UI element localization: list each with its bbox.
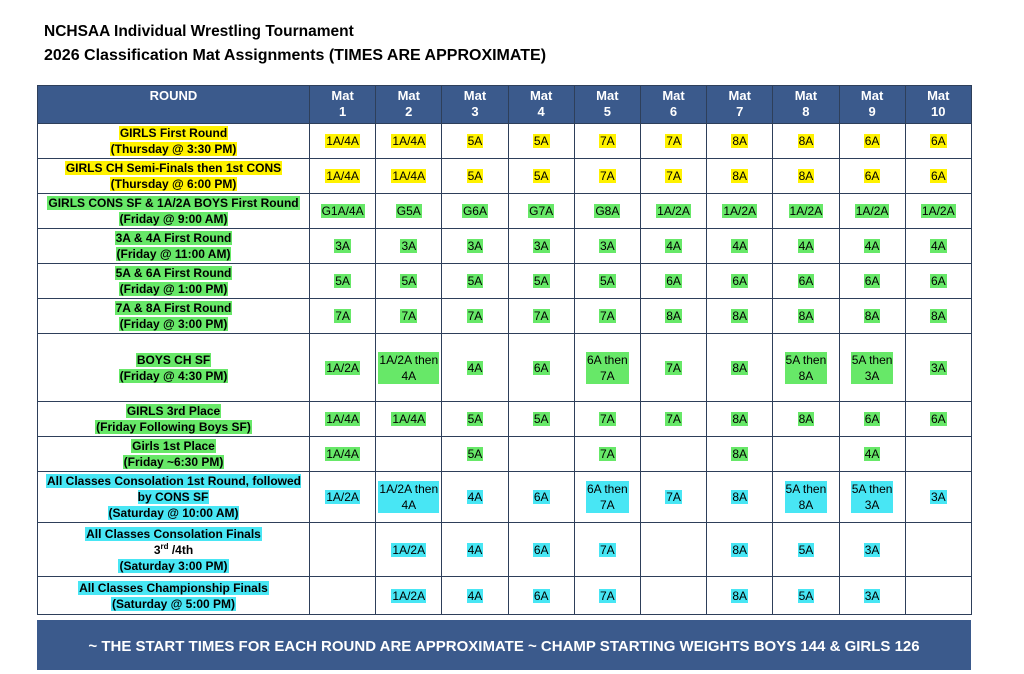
mat-cell xyxy=(376,577,442,615)
mat-cell xyxy=(508,264,574,299)
classification-label: 1A/4A xyxy=(326,412,359,426)
round-time: (Saturday 3:00 PM) xyxy=(119,558,228,573)
mat-cell xyxy=(310,159,376,194)
round-time: (Thursday @ 6:00 PM) xyxy=(110,177,237,191)
classification-label: G7A xyxy=(529,204,554,218)
mat-header: Mat 7 xyxy=(707,86,773,124)
table-row xyxy=(38,299,972,334)
classification-label: 1A/2A xyxy=(326,490,359,504)
classification-label: 6A xyxy=(732,274,748,288)
classification-label: 6A xyxy=(798,274,814,288)
tournament-title: NCHSAA Individual Wrestling Tournament xyxy=(44,23,354,40)
classification-label: 8A xyxy=(666,309,681,323)
classification-label: G1A/4A xyxy=(321,204,364,218)
mat-cell xyxy=(707,299,773,334)
round-name: GIRLS CH Semi-Finals then 1st CONS xyxy=(65,161,282,175)
round-name: All Classes Consolation Finals xyxy=(86,526,261,541)
mat-cell xyxy=(773,194,839,229)
classification-label: 4A xyxy=(666,239,681,253)
round-time: (Friday ~6:30 PM) xyxy=(123,455,224,469)
mat-cell xyxy=(905,124,971,159)
mat-cell xyxy=(707,124,773,159)
mat-cell xyxy=(640,124,706,159)
mat-cell xyxy=(640,159,706,194)
classification-label: 5A xyxy=(600,274,615,288)
classification-label: 1A/4A xyxy=(392,412,426,426)
classification-label: 4A xyxy=(864,239,880,253)
mat-cell xyxy=(376,299,442,334)
mat-cell xyxy=(905,437,971,472)
mat-cell xyxy=(376,437,442,472)
classification-label: 8A xyxy=(798,134,814,148)
classification-label: 6A xyxy=(666,274,681,288)
classification-label: 4A xyxy=(732,239,748,253)
round-column-header: ROUND xyxy=(38,86,310,124)
round-time: (Friday @ 3:00 PM) xyxy=(119,317,228,331)
round-cell xyxy=(38,523,310,577)
classification-label: 5A xyxy=(533,134,549,148)
classification-label: 6A xyxy=(930,412,946,426)
mat-cell xyxy=(707,523,773,577)
round-time: (Friday @ 9:00 AM) xyxy=(119,212,228,226)
classification-label: 7A xyxy=(666,360,681,375)
classification-label: 5A xyxy=(467,134,483,148)
classification-label: 5A xyxy=(467,274,483,288)
mat-header: Mat 8 xyxy=(773,86,839,124)
classification-label: 7A xyxy=(335,309,350,323)
round-cell xyxy=(38,124,310,159)
classification-label: 6A xyxy=(864,412,880,426)
mat-cell xyxy=(376,194,442,229)
mat-cell xyxy=(640,577,706,615)
round-name: All Classes Championship Finals xyxy=(79,580,268,595)
mat-cell xyxy=(640,264,706,299)
mat-cell xyxy=(310,124,376,159)
mat-cell xyxy=(707,402,773,437)
classification-label: 4A xyxy=(930,239,946,253)
table-row xyxy=(38,229,972,264)
mat-cell xyxy=(310,472,376,523)
classification-label: 5A then 8A xyxy=(785,352,827,383)
mat-cell xyxy=(310,402,376,437)
classification-label: 7A xyxy=(600,412,615,426)
mat-cell xyxy=(310,264,376,299)
mat-cell xyxy=(508,194,574,229)
classification-label: 3A xyxy=(930,360,946,375)
classification-label: 1A/4A xyxy=(392,169,426,183)
classification-label: 5A xyxy=(467,412,483,426)
mat-cell xyxy=(640,334,706,402)
classification-label: 7A xyxy=(666,412,681,426)
mat-cell xyxy=(442,264,508,299)
mat-header: Mat 5 xyxy=(574,86,640,124)
classification-label: 6A xyxy=(533,588,549,603)
mat-cell xyxy=(310,437,376,472)
classification-label: G5A xyxy=(396,204,421,218)
table-row xyxy=(38,577,972,615)
mat-cell xyxy=(905,159,971,194)
table-row xyxy=(38,194,972,229)
classification-label: 8A xyxy=(732,134,748,148)
table-row xyxy=(38,437,972,472)
mat-cell xyxy=(574,402,640,437)
mat-cell xyxy=(574,334,640,402)
mat-cell xyxy=(905,523,971,577)
mat-cell xyxy=(442,402,508,437)
classification-label: 1A/4A xyxy=(392,134,426,148)
mat-cell xyxy=(442,472,508,523)
classification-label: 6A xyxy=(930,134,946,148)
classification-label: 5A then 3A xyxy=(851,352,893,383)
mat-cell xyxy=(508,472,574,523)
classification-label: 1A/2A then 4A xyxy=(379,482,439,512)
mat-cell xyxy=(905,264,971,299)
mat-cell xyxy=(376,264,442,299)
classification-label: 4A xyxy=(467,542,483,557)
mat-cell xyxy=(442,523,508,577)
mat-cell xyxy=(640,194,706,229)
mat-cell xyxy=(442,124,508,159)
mat-cell xyxy=(574,159,640,194)
classification-label: 1A/2A xyxy=(921,204,955,218)
mat-cell xyxy=(508,229,574,264)
round-time: (Friday @ 11:00 AM) xyxy=(116,247,231,261)
mat-cell xyxy=(640,437,706,472)
classification-label: 7A xyxy=(533,309,549,323)
classification-label: 3A xyxy=(335,239,350,253)
classification-label: 1A/2A xyxy=(657,204,690,218)
classification-label: 5A xyxy=(533,274,549,288)
classification-label: 8A xyxy=(732,447,748,461)
mat-header: Mat 10 xyxy=(905,86,971,124)
mat-cell xyxy=(773,334,839,402)
mat-cell xyxy=(773,437,839,472)
classification-label: 1A/4A xyxy=(326,447,359,461)
round-name: All Classes Consolation 1st Round, followed by CONS SF xyxy=(46,474,302,504)
mat-cell xyxy=(574,229,640,264)
mat-cell xyxy=(508,159,574,194)
mat-cell xyxy=(508,402,574,437)
mat-cell xyxy=(707,577,773,615)
classification-label: 7A xyxy=(666,134,681,148)
mat-cell xyxy=(707,437,773,472)
mat-cell xyxy=(442,229,508,264)
classification-label: 8A xyxy=(732,412,748,426)
round-name: 7A & 8A First Round xyxy=(115,301,232,315)
classification-label: 6A then 7A xyxy=(586,352,628,383)
mat-cell xyxy=(508,577,574,615)
classification-label: 4A xyxy=(467,360,483,375)
mat-cell xyxy=(310,334,376,402)
classification-label: 7A xyxy=(600,588,615,603)
round-cell xyxy=(38,437,310,472)
classification-label: 6A xyxy=(864,274,880,288)
mat-cell xyxy=(905,299,971,334)
mat-cell xyxy=(839,264,905,299)
mat-cell xyxy=(376,523,442,577)
mat-cell xyxy=(905,472,971,523)
mat-cell xyxy=(707,229,773,264)
mat-cell xyxy=(376,229,442,264)
mat-cell xyxy=(839,124,905,159)
classification-label: 8A xyxy=(732,542,748,557)
classification-label: 3A xyxy=(864,588,880,603)
mat-cell xyxy=(310,523,376,577)
classification-label: 6A xyxy=(864,169,880,183)
table-row xyxy=(38,334,972,402)
classification-label: 6A xyxy=(533,360,549,375)
round-name: GIRLS CONS SF & 1A/2A BOYS First Round xyxy=(48,196,299,210)
classification-label: 8A xyxy=(930,309,946,323)
mat-cell xyxy=(773,124,839,159)
mat-cell xyxy=(707,194,773,229)
mat-cell xyxy=(442,159,508,194)
classification-label: 1A/2A xyxy=(723,204,757,218)
round-name: 3A & 4A First Round xyxy=(115,231,232,245)
mat-cell xyxy=(905,402,971,437)
mat-header: Mat 6 xyxy=(640,86,706,124)
mat-header: Mat 9 xyxy=(839,86,905,124)
classification-label: 6A then 7A xyxy=(586,482,628,512)
classification-label: 6A xyxy=(533,490,549,504)
mat-cell xyxy=(508,334,574,402)
mat-cell xyxy=(773,264,839,299)
classification-label: 6A xyxy=(533,542,549,557)
classification-label: 8A xyxy=(798,309,814,323)
mat-assignment-table xyxy=(37,85,972,615)
mat-header: Mat 4 xyxy=(508,86,574,124)
mat-cell xyxy=(839,334,905,402)
classification-label: 8A xyxy=(798,169,814,183)
mat-cell xyxy=(574,124,640,159)
classification-label: 7A xyxy=(600,169,615,183)
mat-cell xyxy=(839,299,905,334)
classification-label: 8A xyxy=(864,309,880,323)
mat-header: Mat 1 xyxy=(310,86,376,124)
classification-label: 5A xyxy=(533,169,549,183)
table-row xyxy=(38,159,972,194)
mat-cell xyxy=(640,299,706,334)
classification-label: 7A xyxy=(467,309,483,323)
classification-label: 4A xyxy=(864,447,880,461)
round-cell xyxy=(38,472,310,523)
table-row xyxy=(38,402,972,437)
classification-label: 1A/2A xyxy=(326,360,359,375)
classification-label: 7A xyxy=(666,490,681,504)
classification-label: 3A xyxy=(930,490,946,504)
classification-label: 5A xyxy=(335,274,350,288)
mat-cell xyxy=(707,264,773,299)
round-cell xyxy=(38,264,310,299)
mat-cell xyxy=(508,124,574,159)
classification-label: 5A then 8A xyxy=(785,482,827,512)
classification-label: 5A xyxy=(467,169,483,183)
round-name: Girls 1st Place xyxy=(132,439,215,453)
classification-label: 5A xyxy=(533,412,549,426)
classification-label: 8A xyxy=(798,412,814,426)
mat-cell xyxy=(310,229,376,264)
mat-header: Mat 3 xyxy=(442,86,508,124)
classification-label: 7A xyxy=(600,309,615,323)
mat-cell xyxy=(574,264,640,299)
classification-label: 4A xyxy=(798,239,814,253)
classification-label: 3A xyxy=(401,239,417,253)
classification-label: 4A xyxy=(467,588,483,603)
mat-cell xyxy=(508,299,574,334)
mat-cell xyxy=(905,194,971,229)
round-name-suffix: 3rd /4th xyxy=(153,541,194,557)
table-row xyxy=(38,523,972,577)
classification-label: 3A xyxy=(600,239,615,253)
mat-cell xyxy=(773,523,839,577)
classification-label: 1A/2A xyxy=(855,204,889,218)
mat-cell xyxy=(640,229,706,264)
classification-label: 8A xyxy=(732,360,748,375)
mat-cell xyxy=(376,472,442,523)
round-time: (Saturday @ 10:00 AM) xyxy=(108,506,239,520)
round-time: (Thursday @ 3:30 PM) xyxy=(110,142,237,156)
classification-label: 7A xyxy=(666,169,681,183)
mat-cell xyxy=(905,229,971,264)
classification-label: 7A xyxy=(401,309,417,323)
mat-header: Mat 2 xyxy=(376,86,442,124)
round-cell xyxy=(38,577,310,615)
classification-label: 7A xyxy=(600,542,615,557)
classification-label: 5A xyxy=(798,588,814,603)
classification-label: 1A/2A xyxy=(392,588,426,603)
mat-cell xyxy=(839,577,905,615)
classification-label: 8A xyxy=(732,169,748,183)
mat-cell xyxy=(310,194,376,229)
classification-label: 5A xyxy=(401,274,417,288)
round-cell xyxy=(38,229,310,264)
round-name: 5A & 6A First Round xyxy=(115,266,232,280)
mat-cell xyxy=(442,577,508,615)
mat-cell xyxy=(310,299,376,334)
classification-label: 3A xyxy=(467,239,483,253)
classification-label: 8A xyxy=(732,309,748,323)
mat-cell xyxy=(839,159,905,194)
classification-label: 1A/4A xyxy=(326,134,359,148)
document-header xyxy=(44,20,546,68)
mat-cell xyxy=(773,402,839,437)
classification-label: 6A xyxy=(864,134,880,148)
mat-cell xyxy=(640,523,706,577)
mat-cell xyxy=(707,334,773,402)
classification-label: 5A xyxy=(467,447,483,461)
classification-label: 8A xyxy=(732,490,748,504)
mat-cell xyxy=(773,229,839,264)
mat-cell xyxy=(376,402,442,437)
mat-cell xyxy=(905,577,971,615)
mat-cell xyxy=(442,437,508,472)
mat-cell xyxy=(773,299,839,334)
classification-label: 1A/2A then 4A xyxy=(379,352,439,383)
mat-cell xyxy=(574,472,640,523)
classification-label: 5A xyxy=(798,542,814,557)
table-row xyxy=(38,472,972,523)
mat-cell xyxy=(508,523,574,577)
mat-cell xyxy=(574,437,640,472)
classification-label: 3A xyxy=(533,239,549,253)
classification-label: 1A/2A xyxy=(392,542,426,557)
table-header-row xyxy=(38,86,972,124)
classification-label: G6A xyxy=(462,204,487,218)
mat-cell xyxy=(310,577,376,615)
round-time: (Friday Following Boys SF) xyxy=(96,420,251,434)
mat-cell xyxy=(905,334,971,402)
footer-banner: ~ THE START TIMES FOR EACH ROUND ARE APPROXIMATE ~ CHAMP STARTING WEIGHTS BOYS 144 & GIRLS 126 xyxy=(37,620,971,670)
classification-label: 1A/2A xyxy=(789,204,823,218)
mat-cell xyxy=(839,402,905,437)
mat-cell xyxy=(773,472,839,523)
classification-label: 5A then 3A xyxy=(851,482,893,512)
mat-cell xyxy=(376,124,442,159)
classification-label: 4A xyxy=(467,490,483,504)
table-row xyxy=(38,124,972,159)
mat-cell xyxy=(839,472,905,523)
mat-cell xyxy=(376,159,442,194)
round-name: GIRLS 3rd Place xyxy=(126,404,221,418)
mat-cell xyxy=(574,194,640,229)
table-row xyxy=(38,264,972,299)
round-cell xyxy=(38,159,310,194)
classification-label: 6A xyxy=(930,169,946,183)
mat-cell xyxy=(574,523,640,577)
classification-label: 7A xyxy=(600,134,615,148)
mat-cell xyxy=(707,159,773,194)
mat-cell xyxy=(574,577,640,615)
mat-cell xyxy=(839,229,905,264)
round-name: GIRLS First Round xyxy=(119,126,228,140)
mat-cell xyxy=(442,194,508,229)
mat-cell xyxy=(574,299,640,334)
mat-cell xyxy=(442,299,508,334)
mat-cell xyxy=(640,402,706,437)
mat-cell xyxy=(442,334,508,402)
classification-label: 3A xyxy=(864,542,880,557)
mat-cell xyxy=(707,472,773,523)
classification-label: G8A xyxy=(595,204,620,218)
mat-cell xyxy=(640,472,706,523)
mat-cell xyxy=(839,194,905,229)
round-cell xyxy=(38,334,310,402)
round-time: (Friday @ 1:00 PM) xyxy=(119,282,228,296)
round-name: BOYS CH SF xyxy=(136,352,211,367)
round-time: (Friday @ 4:30 PM) xyxy=(119,368,228,383)
mat-cell xyxy=(839,523,905,577)
mat-assignments-title: 2026 Classification Mat Assignments (TIMES ARE APPROXIMATE) xyxy=(44,47,547,64)
round-cell xyxy=(38,194,310,229)
classification-label: 7A xyxy=(600,447,615,461)
mat-cell xyxy=(839,437,905,472)
classification-label: 8A xyxy=(732,588,748,603)
classification-label: 6A xyxy=(930,274,946,288)
mat-cell xyxy=(773,159,839,194)
round-cell xyxy=(38,299,310,334)
classification-label: 1A/4A xyxy=(326,169,359,183)
mat-cell xyxy=(773,577,839,615)
mat-cell xyxy=(508,437,574,472)
mat-cell xyxy=(376,334,442,402)
round-cell xyxy=(38,402,310,437)
round-time: (Saturday @ 5:00 PM) xyxy=(111,596,236,611)
